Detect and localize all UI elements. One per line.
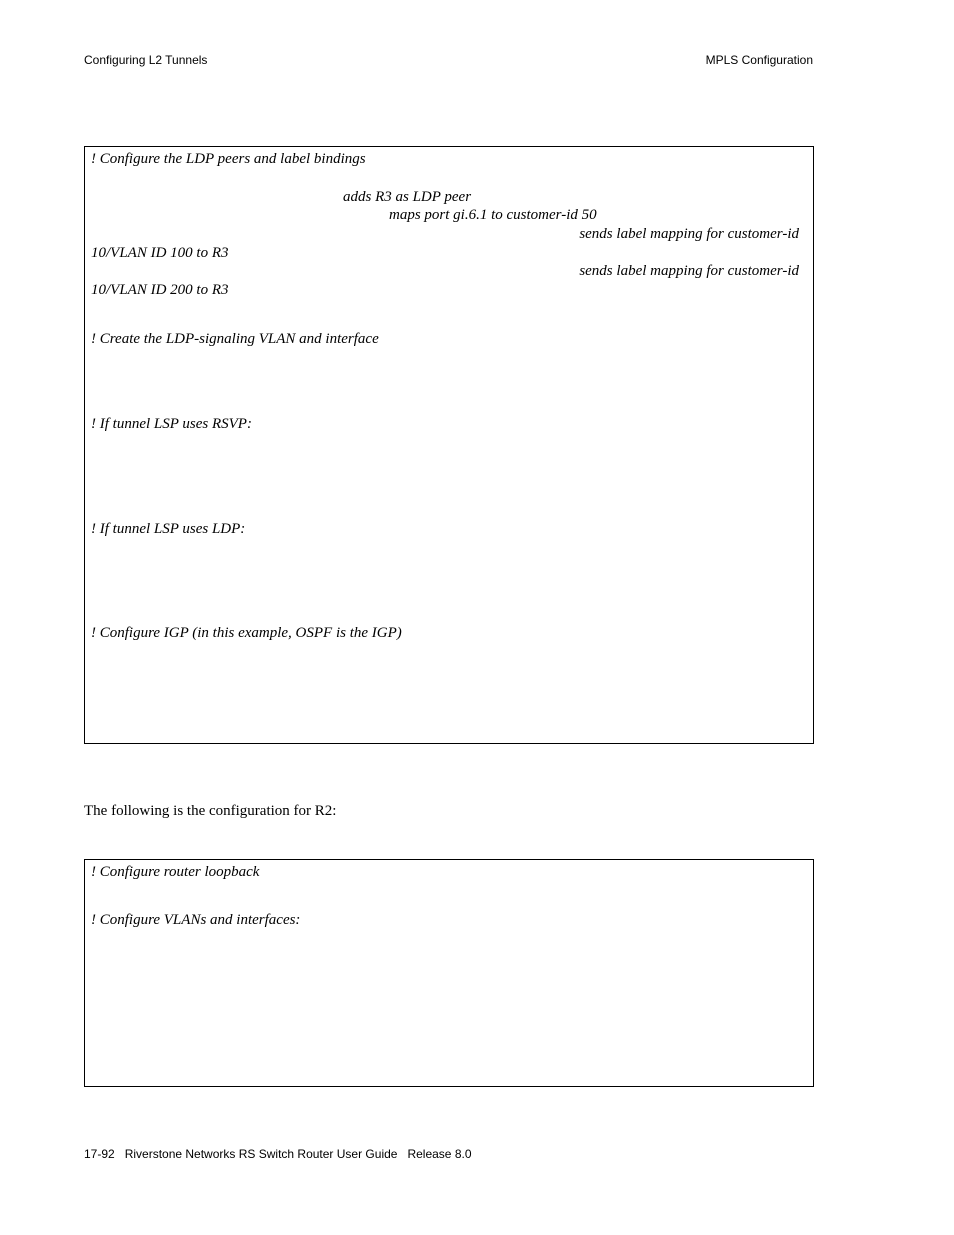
note-maps-port: maps port gi.6.1 to customer-id 50 — [389, 207, 597, 223]
comment-loopback: ! Configure router loopback — [91, 864, 260, 880]
config-box-r2 — [84, 859, 814, 1087]
comment-vlans: ! Configure VLANs and interfaces: — [91, 912, 301, 928]
running-header-left: Configuring L2 Tunnels — [84, 53, 208, 67]
note-sends-label-2: sends label mapping for customer-id — [579, 263, 799, 279]
intro-paragraph: The following is the configuration for R2: — [84, 803, 337, 819]
config-box-r1 — [84, 146, 814, 744]
note-vlan-200: 10/VLAN ID 200 to R3 — [91, 282, 229, 298]
note-vlan-100: 10/VLAN ID 100 to R3 — [91, 245, 229, 261]
running-header-right: MPLS Configuration — [705, 53, 813, 67]
comment-rsvp: ! If tunnel LSP uses RSVP: — [91, 416, 252, 432]
comment-ldp-peers: ! Configure the LDP peers and label bindings — [91, 151, 366, 167]
note-sends-label-1: sends label mapping for customer-id — [579, 226, 799, 242]
comment-ldp: ! If tunnel LSP uses LDP: — [91, 521, 246, 537]
page-footer: 17-92 Riverstone Networks RS Switch Router User Guide Release 8.0 — [84, 1147, 472, 1161]
comment-igp: ! Configure IGP (in this example, OSPF is the IGP) — [91, 625, 402, 641]
note-adds-r3: adds R3 as LDP peer — [343, 189, 472, 205]
comment-ldp-vlan: ! Create the LDP-signaling VLAN and interface — [91, 331, 379, 347]
